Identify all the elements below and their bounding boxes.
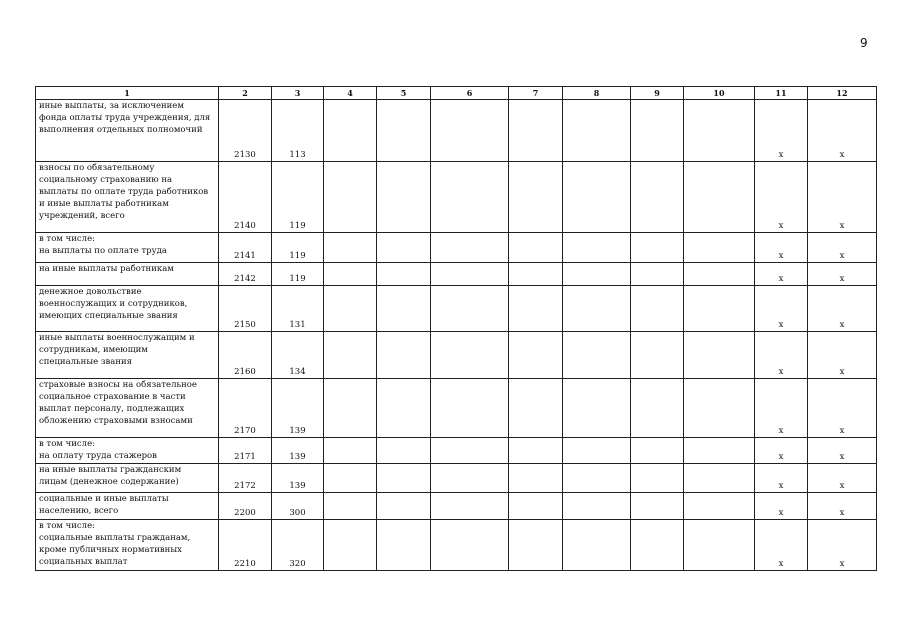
table-row: [36, 233, 877, 263]
table-row: [36, 379, 877, 438]
x-mark-cell: x: [755, 438, 808, 464]
empty-cell: [431, 100, 509, 162]
row-kosgu-code: 119: [272, 233, 324, 263]
empty-cell: [563, 263, 631, 286]
empty-cell: [377, 286, 431, 332]
row-label-line: на оплату труда стажеров: [39, 451, 157, 461]
x-mark-cell: x: [808, 464, 877, 493]
empty-cell: [631, 233, 684, 263]
row-label-line: учреждений, всего: [39, 211, 125, 221]
row-kosgu-code: 139: [272, 464, 324, 493]
row-label-line: выплаты по оплате труда работников: [39, 187, 209, 197]
row-label-line: фонда оплаты труда учреждения, для: [39, 113, 211, 123]
empty-cell: [431, 520, 509, 571]
row-label-line: социальное страхование в части: [39, 392, 186, 402]
row-label-line: социальные и иные выплаты: [39, 494, 169, 504]
x-mark-cell: x: [808, 379, 877, 438]
empty-cell: [563, 438, 631, 464]
row-label: [36, 493, 219, 520]
column-header: 5: [377, 87, 431, 100]
empty-cell: [324, 233, 377, 263]
row-label-line: взносы по обязательному: [39, 163, 155, 173]
empty-cell: [684, 332, 755, 379]
empty-cell: [431, 332, 509, 379]
row-label-line: сотрудникам, имеющим: [39, 345, 148, 355]
empty-cell: [377, 332, 431, 379]
empty-cell: [563, 100, 631, 162]
table-row: [36, 520, 877, 571]
empty-cell: [324, 162, 377, 233]
row-kosgu-code: 320: [272, 520, 324, 571]
empty-cell: [631, 263, 684, 286]
row-label-line: на иные выплаты работникам: [39, 264, 174, 274]
empty-cell: [377, 493, 431, 520]
empty-cell: [377, 379, 431, 438]
table-row: [36, 332, 877, 379]
empty-cell: [324, 493, 377, 520]
table-row: [36, 100, 877, 162]
empty-cell: [324, 379, 377, 438]
row-label-line: в том числе:: [39, 234, 95, 244]
x-mark-cell: x: [808, 493, 877, 520]
row-kosgu-code: 134: [272, 332, 324, 379]
row-code: 2130: [219, 100, 272, 162]
x-mark-cell: x: [755, 100, 808, 162]
row-label: [36, 286, 219, 332]
row-label: [36, 100, 219, 162]
empty-cell: [377, 520, 431, 571]
row-code: 2210: [219, 520, 272, 571]
empty-cell: [684, 100, 755, 162]
empty-cell: [684, 162, 755, 233]
row-label: [36, 438, 219, 464]
empty-cell: [563, 520, 631, 571]
table-row: [36, 286, 877, 332]
table-row: [36, 162, 877, 233]
row-label-line: страховые взносы на обязательное: [39, 380, 197, 390]
empty-cell: [631, 520, 684, 571]
x-mark-cell: x: [808, 263, 877, 286]
row-code: 2170: [219, 379, 272, 438]
empty-cell: [563, 286, 631, 332]
row-code: 2172: [219, 464, 272, 493]
row-label-line: обложению страховыми взносами: [39, 416, 193, 426]
empty-cell: [684, 263, 755, 286]
row-label-line: социальные выплаты гражданам,: [39, 533, 191, 543]
empty-cell: [509, 464, 563, 493]
row-label-line: специальные звания: [39, 357, 133, 367]
empty-cell: [563, 332, 631, 379]
table-row: [36, 464, 877, 493]
empty-cell: [684, 438, 755, 464]
row-label: [36, 379, 219, 438]
row-label-line: денежное довольствие: [39, 287, 142, 297]
empty-cell: [631, 379, 684, 438]
empty-cell: [431, 464, 509, 493]
empty-cell: [684, 379, 755, 438]
empty-cell: [509, 520, 563, 571]
x-mark-cell: x: [755, 286, 808, 332]
row-label: [36, 332, 219, 379]
empty-cell: [324, 438, 377, 464]
table-row: [36, 493, 877, 520]
row-kosgu-code: 113: [272, 100, 324, 162]
x-mark-cell: x: [755, 263, 808, 286]
empty-cell: [509, 379, 563, 438]
empty-cell: [684, 233, 755, 263]
row-label: [36, 162, 219, 233]
row-kosgu-code: 119: [272, 162, 324, 233]
column-header: 3: [272, 87, 324, 100]
empty-cell: [509, 493, 563, 520]
row-label: [36, 233, 219, 263]
row-label: [36, 464, 219, 493]
page-number: 9: [860, 36, 868, 50]
row-label-line: на выплаты по оплате труда: [39, 246, 167, 256]
x-mark-cell: x: [808, 286, 877, 332]
row-kosgu-code: 119: [272, 263, 324, 286]
row-code: 2142: [219, 263, 272, 286]
empty-cell: [509, 332, 563, 379]
empty-cell: [377, 100, 431, 162]
empty-cell: [631, 286, 684, 332]
x-mark-cell: x: [808, 100, 877, 162]
empty-cell: [509, 263, 563, 286]
empty-cell: [324, 464, 377, 493]
empty-cell: [431, 162, 509, 233]
empty-cell: [377, 233, 431, 263]
column-header: 12: [808, 87, 877, 100]
empty-cell: [377, 464, 431, 493]
empty-cell: [431, 438, 509, 464]
x-mark-cell: x: [755, 233, 808, 263]
row-label-line: иные выплаты военнослужащим и: [39, 333, 195, 343]
x-mark-cell: x: [755, 379, 808, 438]
empty-cell: [509, 233, 563, 263]
empty-cell: [631, 493, 684, 520]
row-code: 2140: [219, 162, 272, 233]
x-mark-cell: x: [755, 464, 808, 493]
report-table: [35, 86, 877, 571]
empty-cell: [431, 286, 509, 332]
x-mark-cell: x: [755, 162, 808, 233]
empty-cell: [509, 162, 563, 233]
row-label-line: выполнения отдельных полномочий: [39, 125, 203, 135]
empty-cell: [431, 233, 509, 263]
row-kosgu-code: 131: [272, 286, 324, 332]
header-row: [36, 87, 877, 100]
row-label-line: иные выплаты, за исключением: [39, 101, 184, 111]
column-header: 2: [219, 87, 272, 100]
empty-cell: [377, 438, 431, 464]
empty-cell: [324, 332, 377, 379]
empty-cell: [431, 379, 509, 438]
x-mark-cell: x: [808, 520, 877, 571]
row-label-line: в том числе:: [39, 439, 95, 449]
column-header: 1: [36, 87, 219, 100]
row-label-line: социальному страхованию на: [39, 175, 173, 185]
row-label-line: имеющих специальные звания: [39, 311, 178, 321]
row-kosgu-code: 139: [272, 438, 324, 464]
row-label: [36, 263, 219, 286]
empty-cell: [509, 100, 563, 162]
empty-cell: [324, 520, 377, 571]
empty-cell: [631, 438, 684, 464]
empty-cell: [563, 233, 631, 263]
row-label-line: в том числе:: [39, 521, 95, 531]
table-row: [36, 438, 877, 464]
row-code: 2150: [219, 286, 272, 332]
empty-cell: [563, 379, 631, 438]
empty-cell: [631, 332, 684, 379]
empty-cell: [684, 464, 755, 493]
row-label-line: кроме публичных нормативных: [39, 545, 182, 555]
empty-cell: [377, 263, 431, 286]
row-label-line: лицам (денежное содержание): [39, 477, 179, 487]
empty-cell: [509, 438, 563, 464]
empty-cell: [631, 464, 684, 493]
empty-cell: [684, 286, 755, 332]
empty-cell: [324, 286, 377, 332]
empty-cell: [631, 100, 684, 162]
empty-cell: [377, 162, 431, 233]
column-header: 6: [431, 87, 509, 100]
row-code: 2141: [219, 233, 272, 263]
empty-cell: [509, 286, 563, 332]
row-code: 2160: [219, 332, 272, 379]
empty-cell: [563, 464, 631, 493]
empty-cell: [324, 100, 377, 162]
row-kosgu-code: 300: [272, 493, 324, 520]
empty-cell: [431, 493, 509, 520]
x-mark-cell: x: [755, 520, 808, 571]
column-header: 11: [755, 87, 808, 100]
row-label-line: населению, всего: [39, 506, 119, 516]
empty-cell: [563, 493, 631, 520]
x-mark-cell: x: [808, 438, 877, 464]
row-label-line: и иные выплаты работникам: [39, 199, 169, 209]
row-label: [36, 520, 219, 571]
row-kosgu-code: 139: [272, 379, 324, 438]
row-label-line: на иные выплаты гражданским: [39, 465, 182, 475]
column-header: 9: [631, 87, 684, 100]
row-label-line: военнослужащих и сотрудников,: [39, 299, 188, 309]
x-mark-cell: x: [755, 493, 808, 520]
x-mark-cell: x: [808, 162, 877, 233]
empty-cell: [431, 263, 509, 286]
x-mark-cell: x: [808, 332, 877, 379]
row-label-line: выплат персоналу, подлежащих: [39, 404, 185, 414]
empty-cell: [684, 520, 755, 571]
x-mark-cell: x: [755, 332, 808, 379]
column-header: 10: [684, 87, 755, 100]
column-header: 7: [509, 87, 563, 100]
empty-cell: [684, 493, 755, 520]
column-header: 4: [324, 87, 377, 100]
empty-cell: [324, 263, 377, 286]
row-label-line: социальных выплат: [39, 557, 128, 567]
table-row: [36, 263, 877, 286]
empty-cell: [631, 162, 684, 233]
empty-cell: [563, 162, 631, 233]
column-header: 8: [563, 87, 631, 100]
x-mark-cell: x: [808, 233, 877, 263]
row-code: 2200: [219, 493, 272, 520]
row-code: 2171: [219, 438, 272, 464]
